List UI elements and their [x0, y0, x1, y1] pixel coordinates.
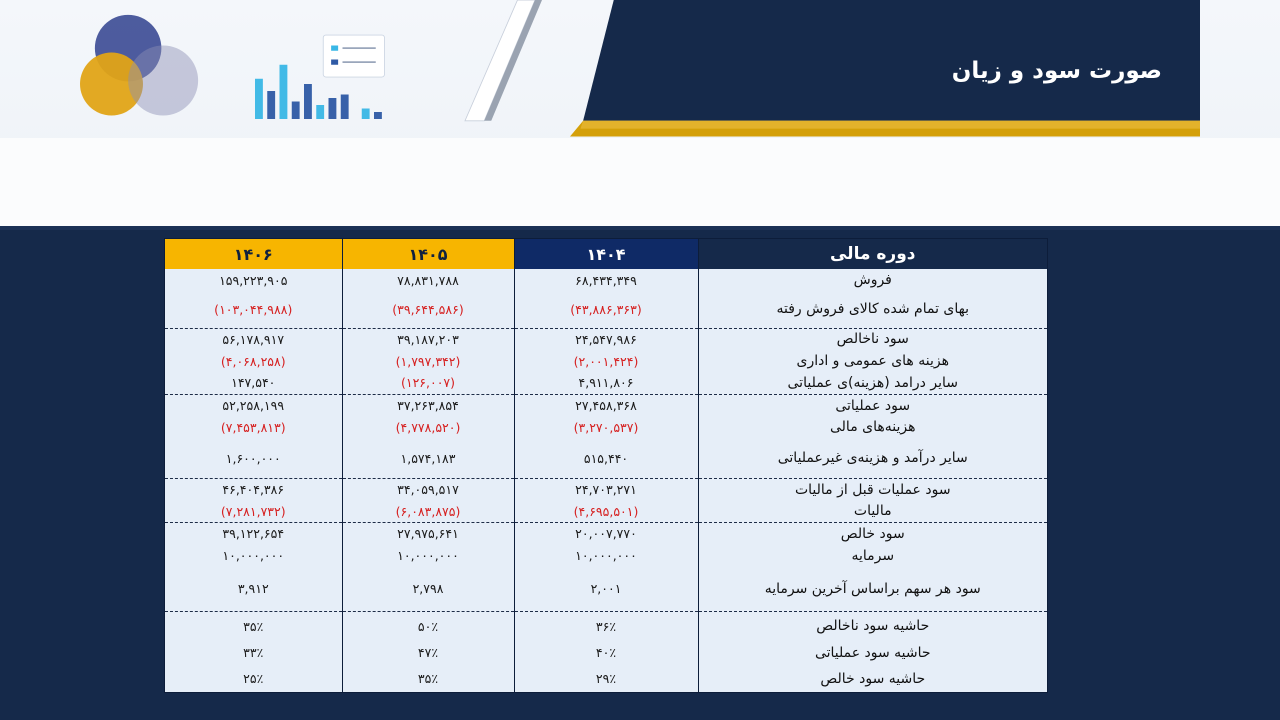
header-banner	[0, 0, 1280, 230]
value-1406: (۷,۴۵۳,۸۱۳)	[220, 419, 286, 435]
row-label: سود خالص	[698, 523, 1047, 545]
value-1404: ۲,۰۰۱	[514, 567, 698, 612]
value-1405: ۱,۵۷۴,۱۸۳	[342, 438, 514, 478]
value-1405: ۳۴,۰۵۹,۵۱۷	[342, 478, 514, 500]
value-1406: (۴,۰۶۸,۲۵۸)	[220, 353, 286, 369]
value-1405: ۲,۷۹۸	[342, 567, 514, 612]
income-table	[165, 239, 1047, 692]
value-1404: ۲۰,۰۰۷,۷۷۰	[514, 523, 698, 545]
row-label: سایر درامد (هزینه)ی عملیاتی	[698, 372, 1047, 394]
table-row	[165, 523, 1047, 545]
value-1405: (۴,۷۷۸,۵۲۰)	[342, 416, 514, 438]
header-year-1406: ۱۴۰۶	[165, 239, 342, 269]
row-label: هزینه‌های مالی	[698, 416, 1047, 438]
income-statement-table	[164, 238, 1048, 693]
banner-strip	[0, 138, 1280, 230]
value-1404: ۲۹٪	[514, 666, 698, 692]
value-1404: ۱۰,۰۰۰,۰۰۰	[514, 545, 698, 567]
value-1406: ۳۵٪	[165, 612, 342, 640]
value-1404: (۴,۶۹۵,۵۰۱)	[514, 501, 698, 523]
value-1406: ۵۶,۱۷۸,۹۱۷	[165, 328, 342, 350]
row-label: حاشیه سود عملیاتی	[698, 640, 1047, 666]
value-1405: ۲۷,۹۷۵,۶۴۱	[342, 523, 514, 545]
value-1406: ۳,۹۱۲	[237, 581, 269, 597]
value-1405: (۱,۷۹۷,۳۴۲)	[342, 350, 514, 372]
value-1405: ۷۸,۸۳۱,۷۸۸	[342, 269, 514, 291]
value-1404: (۲,۰۰۱,۴۲۴)	[514, 350, 698, 372]
banner-divider	[0, 226, 1280, 230]
value-1404: ۲۷,۴۵۸,۳۶۸	[514, 394, 698, 416]
value-1406: ۴۶,۴۰۴,۳۸۶	[165, 478, 342, 500]
table-row	[165, 501, 1047, 523]
table-row	[165, 291, 1047, 328]
row-label: فروش	[698, 269, 1047, 291]
value-1406: ۳۹,۱۲۲,۶۵۴	[165, 523, 342, 545]
value-1404: ۶۸,۴۳۴,۳۴۹	[514, 269, 698, 291]
header-year-1405: ۱۴۰۵	[342, 239, 514, 269]
table-row	[165, 666, 1047, 692]
table-row	[165, 545, 1047, 567]
table-row	[165, 567, 1047, 612]
header-year-1404: ۱۴۰۴	[514, 239, 698, 269]
table-row	[165, 328, 1047, 350]
value-1404: ۴,۹۱۱,۸۰۶	[514, 372, 698, 394]
value-1406: ۱۵۹,۲۲۳,۹۰۵	[219, 272, 288, 288]
value-1405: (۳۹,۶۴۴,۵۸۶)	[342, 291, 514, 328]
row-label: سایر درآمد و هزینه‌ی غیرعملیاتی	[698, 438, 1047, 478]
value-1405: ۳۵٪	[342, 666, 514, 692]
row-label: سود عملیاتی	[698, 394, 1047, 416]
row-label: حاشیه سود خالص	[698, 666, 1047, 692]
row-label: مالیات	[698, 501, 1047, 523]
row-label: سود هر سهم براساس آخرین سرمایه	[698, 567, 1047, 612]
table-row	[165, 394, 1047, 416]
header-period: دوره مالی	[698, 239, 1047, 269]
value-1404: (۳,۲۷۰,۵۳۷)	[514, 416, 698, 438]
table-row	[165, 438, 1047, 478]
value-1405: (۱۲۶,۰۰۷)	[342, 372, 514, 394]
table-row	[165, 416, 1047, 438]
value-1406: (۷,۲۸۱,۷۳۲)	[220, 503, 286, 519]
value-1404: ۴۰٪	[514, 640, 698, 666]
value-1406: ۱۴۷,۵۴۰	[231, 375, 276, 391]
value-1406: (۱۰۳,۰۴۴,۹۸۸)	[214, 301, 293, 317]
table-row	[165, 350, 1047, 372]
value-1404: ۳۶٪	[514, 612, 698, 640]
table-row	[165, 478, 1047, 500]
header-row	[165, 239, 1047, 269]
row-label: سرمایه	[698, 545, 1047, 567]
table-row	[165, 372, 1047, 394]
row-label: سود عملیات قبل از مالیات	[698, 478, 1047, 500]
row-label: هزینه های عمومی و اداری	[698, 350, 1047, 372]
value-1405: ۱۰,۰۰۰,۰۰۰	[342, 545, 514, 567]
value-1406: ۱۰,۰۰۰,۰۰۰	[222, 548, 285, 564]
value-1405: ۳۷,۲۶۳,۸۵۴	[342, 394, 514, 416]
value-1404: ۲۴,۷۰۳,۲۷۱	[514, 478, 698, 500]
value-1405: ۴۷٪	[342, 640, 514, 666]
value-1404: (۴۳,۸۸۶,۳۶۳)	[514, 291, 698, 328]
value-1405: ۵۰٪	[342, 612, 514, 640]
table-row	[165, 269, 1047, 291]
row-label: حاشیه سود ناخالص	[698, 612, 1047, 640]
value-1406: ۳۳٪	[243, 645, 264, 661]
value-1404: ۲۴,۵۴۷,۹۸۶	[514, 328, 698, 350]
value-1406: ۵۲,۲۵۸,۱۹۹	[165, 394, 342, 416]
value-1405: (۶,۰۸۳,۸۷۵)	[342, 501, 514, 523]
value-1406: ۲۵٪	[243, 671, 264, 687]
slide-title: صورت سود و زیان	[951, 58, 1162, 84]
table-row	[165, 640, 1047, 666]
value-1405: ۳۹,۱۸۷,۲۰۳	[342, 328, 514, 350]
row-label: سود ناخالص	[698, 328, 1047, 350]
row-label: بهای تمام شده کالای فروش رفته	[698, 291, 1047, 328]
value-1406: ۱,۶۰۰,۰۰۰	[225, 450, 281, 466]
table-row	[165, 612, 1047, 640]
value-1404: ۵۱۵,۴۴۰	[514, 438, 698, 478]
